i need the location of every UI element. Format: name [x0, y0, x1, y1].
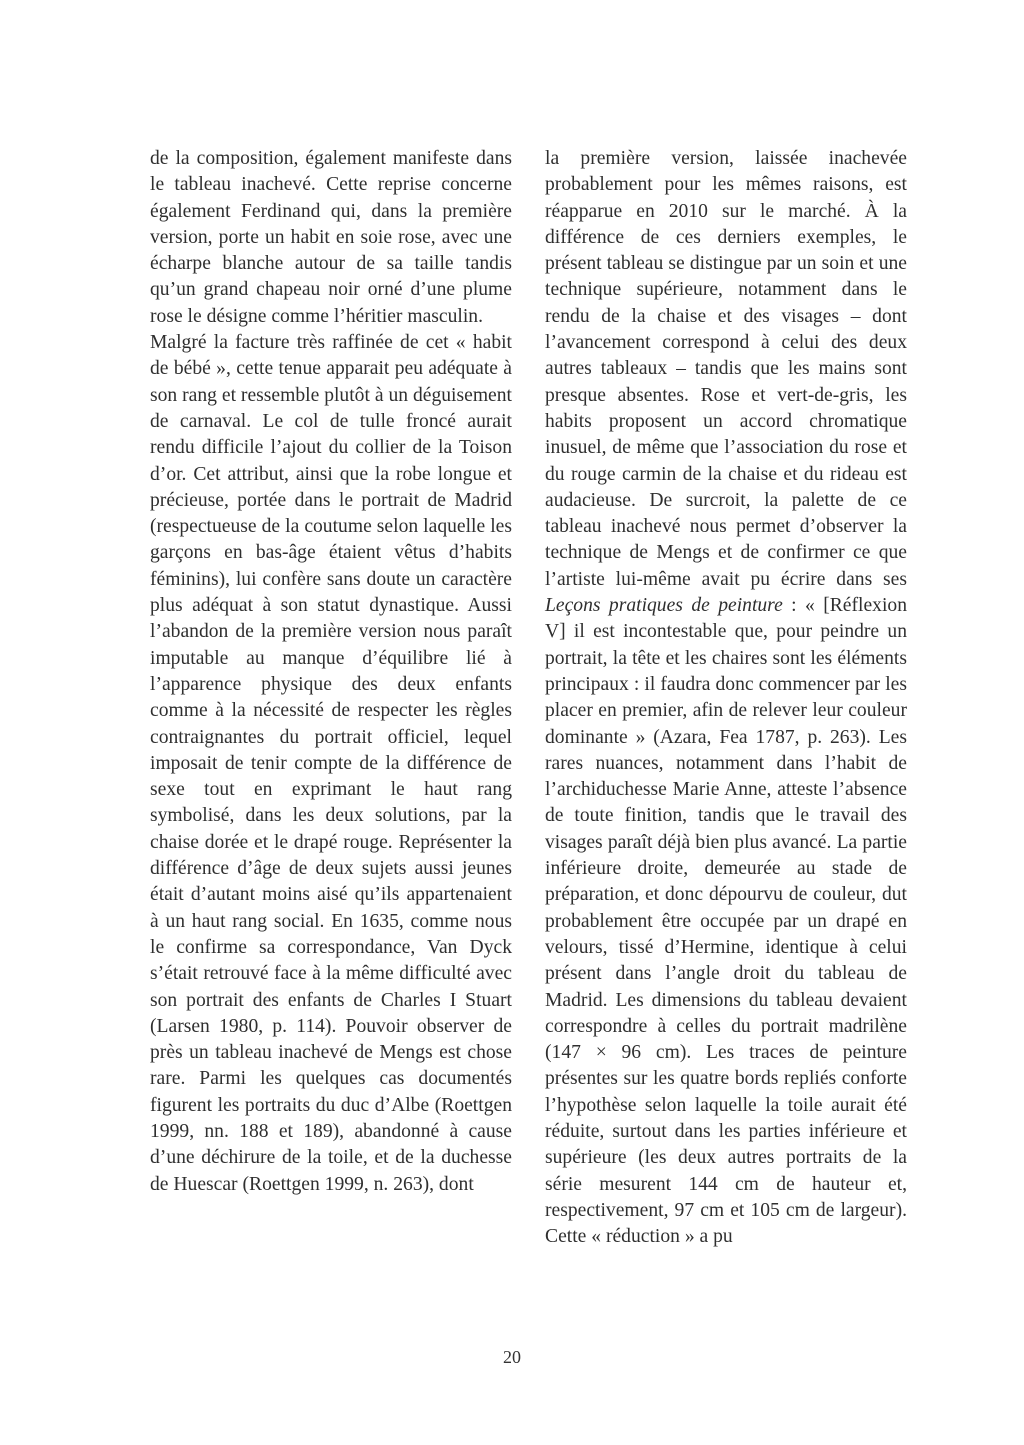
paragraph-3-text-start: la première version, laissée inachevée probablement pour les mêmes raisons, est réapparue en 2010 sur le marché. À la différence de ces derniers exemples, le présent tableau se distingue par un soin et une technique supérieure, notamment dans le rendu de la chaise et des visages – dont l’avancement correspond à celui des deux autres tableaux – tandis que les mains sont presque absentes. Rose et vert-de-gris, les habits proposent un accord chromatique inusuel, de même que l’association du rose et du rouge carmin de la chaise et du rideau est audacieuse. De surcroit, la palette de ce tableau inachevé nous permet d’observer la technique de Mengs et de confirmer ce que l’artiste lui-même avait pu écrire dans ses	[545, 148, 907, 590]
paragraph-2: Malgré la facture très raffinée de cet « habit de bébé », cette tenue apparait peu adéquate à son rang et ressemble plutôt à un déguisement de carnaval. Le col de tulle froncé aurait rendu difficile l’ajout du collier de la Toison d’or. Cet attribut, ainsi que la robe longue et précieuse, portée dans le portrait de Madrid (respectueuse de la coutume selon laquelle les garçons en bas-âge étaient vêtus d’habits féminins), lui confère sans doute un caractère plus adéquat à son statut dynastique. Aussi l’abandon de la première version nous paraît imputable au manque d’équilibre lié à l’apparence physique des deux enfants comme à la nécessité de respecter les règles contraignantes du portrait officiel, lequel imposait de tenir compte de la différence de sexe tout en exprimant le haut rang symbolisé, dans les deux solutions, par la chaise dorée et le drapé rouge. Représenter la différence d’âge de deux sujets aussi jeunes était d’autant moins aisé qu’ils appartenaient à un haut rang social. En 1635, comme nous le confirme sa correspondance, Van Dyck s’était retrouvé face à la même difficulté avec son portrait des enfants de Charles I Stuart (Larsen 1980, p. 114). Pouvoir observer de près un tableau inachevé de Mengs est chose rare. Parmi les quelques cas documentés figurent les portraits du duc d’Albe (Roettgen 1999, nn. 188 et 189), abandonné à cause d’une déchirure de la toile, et de la duchesse de Huescar (Roettgen 1999, n. 263), dont	[150, 332, 512, 1195]
left-text-column	[150, 146, 512, 1198]
paragraph-3	[545, 146, 907, 1250]
paragraph-3-text-end: : « [Réflexion V] il est incontestable que, pour peindre un portrait, la tête et les chaires sont les éléments principaux : il faudra donc commencer par les placer en premier, afin de relever leur couleur dominante » (Azara, Fea 1787, p. 263). Les rares nuances, notamment dans l’habit de l’archiduchesse Marie Anne, atteste l’absence de toute finition, tandis que le travail des visages paraît déjà bien plus avancé. La partie inférieure droite, demeurée au stade de préparation, et donc dépourvu de couleur, dut probablement être occupée par un drapé en velours, tissé d’Hermine, identique à celui présent dans l’angle droit du tableau de Madrid. Les dimensions du tableau devaient correspondre à celles du portrait madrilène (147 × 96 cm). Les traces de peinture présentes sur les quatre bords repliés conforte l’hypothèse selon laquelle la toile aurait été réduite, surtout dans les parties inférieure et supérieure (les deux autres portraits de la série mesurent 144 cm de hauteur et, respectivement, 97 cm et 105 cm de largeur). Cette « réduction » a pu	[545, 595, 907, 1248]
page-number: 20	[503, 1347, 521, 1367]
right-text-column	[545, 146, 907, 1250]
book-title: Leçons pratiques de peinture	[545, 595, 783, 617]
paragraph-1: de la composition, également manifeste dans le tableau inachevé. Cette reprise concerne également Ferdinand qui, dans la première version, porte un habit en soie rose, avec une écharpe blanche autour de sa taille tandis qu’un grand chapeau noir orné d’une plume rose le désigne comme l’héritier masculin.	[150, 148, 512, 327]
